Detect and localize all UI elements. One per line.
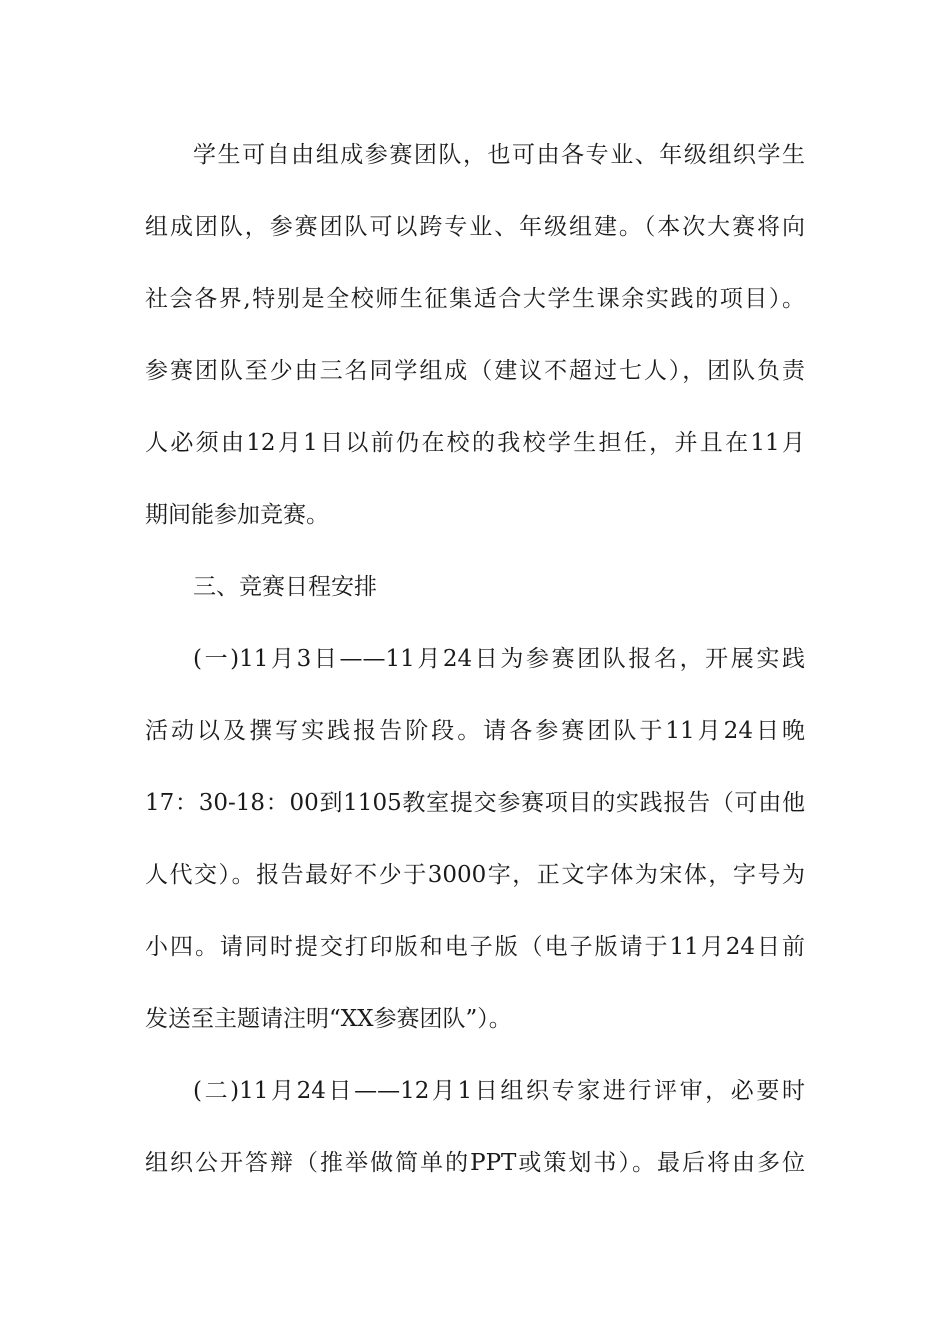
paragraph-line: 发送至主题请注明“XX参赛团队”）。 [145, 1006, 512, 1032]
paragraph-line: 活动以及撰写实践报告阶段。请各参赛团队于11月24日晚 [145, 718, 805, 744]
paragraph-line: 17：30-18：00到1105教室提交参赛项目的实践报告（可由他 [145, 790, 805, 816]
paragraph-line: 参赛团队至少由三名同学组成（建议不超过七人），团队负责 [145, 358, 805, 384]
paragraph-line: 组织公开答辩（推举做简单的PPT或策划书）。最后将由多位 [145, 1150, 805, 1176]
paragraph-line: (二)11月24日——12月1日组织专家进行评审，必要时 [193, 1078, 805, 1104]
paragraph-line: 学生可自由组成参赛团队，也可由各专业、年级组织学生 [193, 142, 805, 168]
paragraph-line: 人代交）。报告最好不少于3000字，正文字体为宋体，字号为 [145, 862, 805, 888]
paragraph-line: 社会各界,特别是全校师生征集适合大学生课余实践的项目）。 [145, 286, 805, 312]
section-heading: 三、竞赛日程安排 [193, 574, 377, 600]
paragraph-line: 组成团队，参赛团队可以跨专业、年级组建。（本次大赛将向 [145, 214, 805, 240]
paragraph-line: 小四。请同时提交打印版和电子版（电子版请于11月24日前 [145, 934, 805, 960]
paragraph-line: 人必须由12月1日以前仍在校的我校学生担任，并且在11月 [145, 430, 805, 456]
paragraph-line: (一)11月3日——11月24日为参赛团队报名，开展实践 [193, 646, 805, 672]
paragraph-line: 期间能参加竞赛。 [145, 502, 329, 528]
